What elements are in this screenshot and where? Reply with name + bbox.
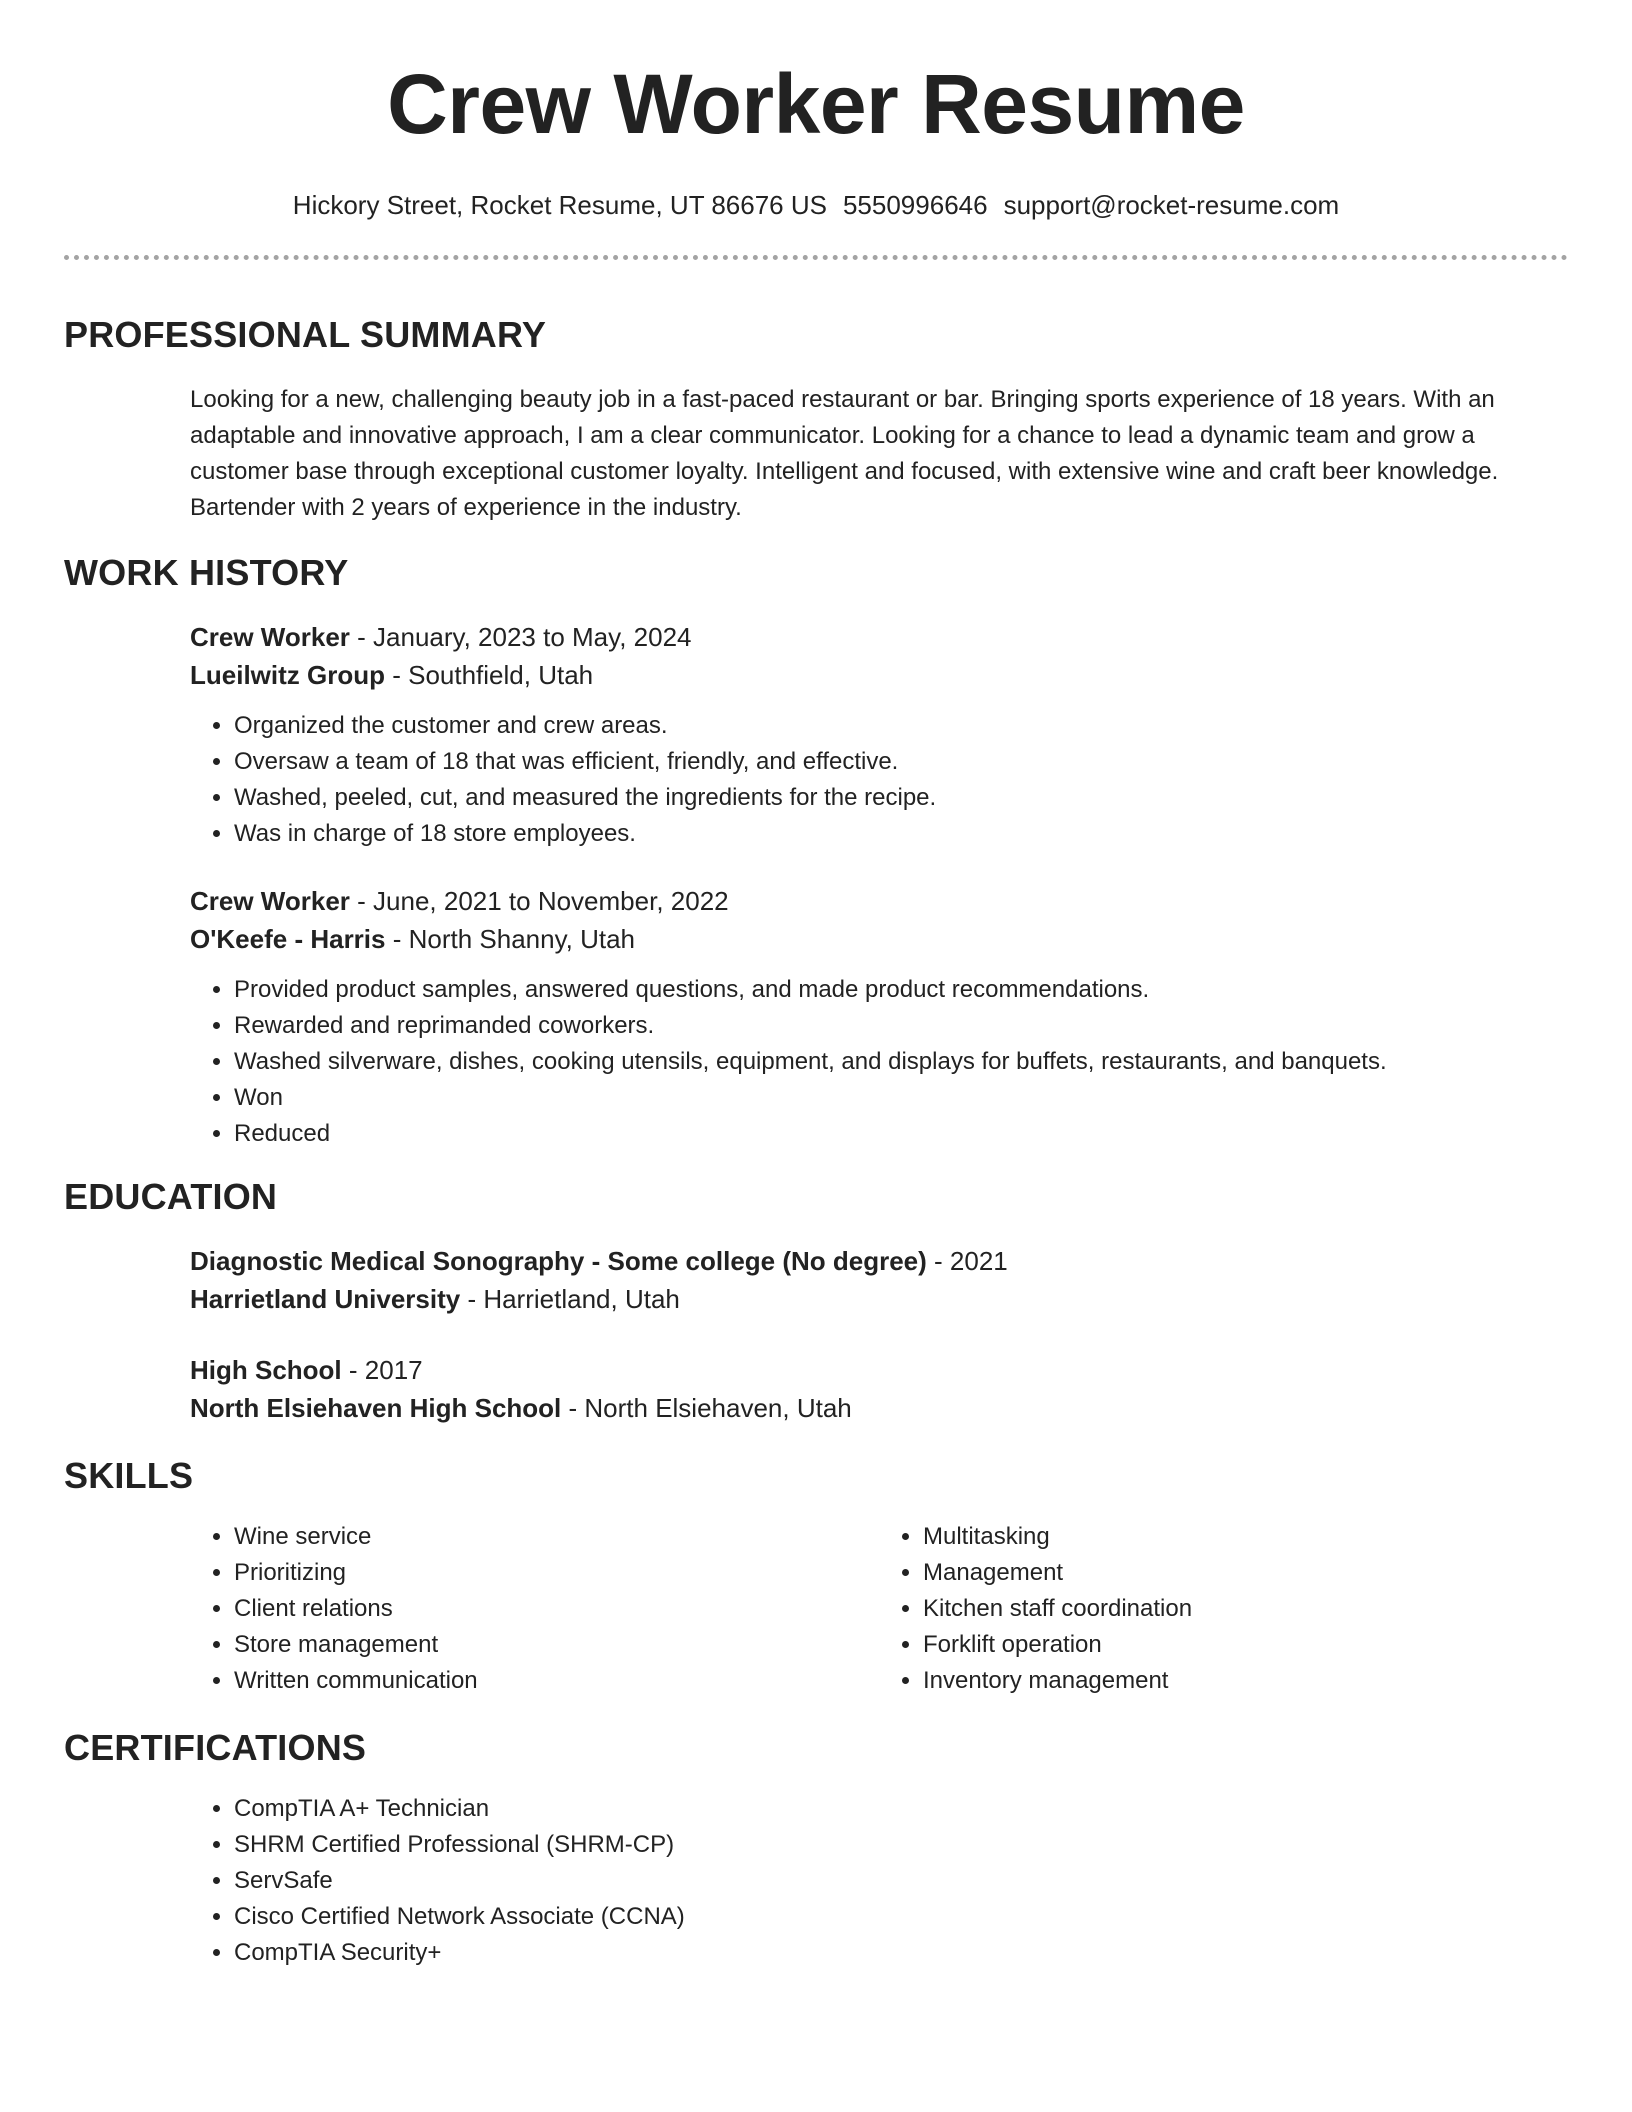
list-item: • CompTIA Security+: [234, 1935, 1568, 1971]
list-item: • ServSafe: [234, 1863, 1568, 1899]
list-item: • Prioritizing: [234, 1555, 879, 1591]
education-degree-line: [190, 1351, 1568, 1389]
skills-heading: SKILLS: [64, 1455, 194, 1496]
list-item: • SHRM Certified Professional (SHRM-CP): [234, 1827, 1568, 1863]
header-divider: [64, 255, 1568, 260]
skills-list-right: [879, 1519, 1568, 1699]
certifications-list: [190, 1791, 1568, 1971]
list-item: • CompTIA A+ Technician: [234, 1791, 1568, 1827]
job-company-line: [190, 656, 1568, 694]
list-item: • Multitasking: [923, 1519, 1568, 1555]
list-item: • Wine service: [234, 1519, 879, 1555]
education-school: North Elsiehaven High School: [190, 1393, 562, 1423]
education-school-line: [190, 1389, 1568, 1427]
list-item: • Washed silverware, dishes, cooking utensils, equipment, and displays for buffets, restaurants, and banquets.: [234, 1044, 1568, 1080]
education-degree: Diagnostic Medical Sonography - Some college (No degree): [190, 1246, 927, 1276]
list-item: • Was in charge of 18 store employees.: [234, 816, 1568, 852]
certifications-heading: CERTIFICATIONS: [64, 1727, 367, 1768]
job-bullets: [190, 972, 1568, 1152]
summary-section: [64, 314, 1568, 526]
job-dates: - January, 2023 to May, 2024: [349, 622, 692, 652]
list-item: • Client relations: [234, 1591, 879, 1627]
job-company: Lueilwitz Group: [190, 660, 385, 690]
list-item: • Provided product samples, answered questions, and made product recommendations.: [234, 972, 1568, 1008]
list-item: • Washed, peeled, cut, and measured the ingredients for the recipe.: [234, 780, 1568, 816]
job-title-line: [190, 882, 1568, 920]
education-school-line: [190, 1280, 1568, 1318]
education-entry: [190, 1242, 1568, 1318]
list-item: • Organized the customer and crew areas.: [234, 708, 1568, 744]
education-heading: EDUCATION: [64, 1176, 278, 1217]
job-location: - Southfield, Utah: [385, 660, 594, 690]
contact-email: support@rocket-resume.com: [1003, 190, 1340, 220]
education-year: - 2021: [926, 1246, 1008, 1276]
job-location: - North Shanny, Utah: [385, 924, 636, 954]
education-year: - 2017: [341, 1355, 423, 1385]
job-dates: - June, 2021 to November, 2022: [349, 886, 729, 916]
education-entry: [190, 1351, 1568, 1427]
education-location: - North Elsiehaven, Utah: [561, 1393, 852, 1423]
list-item: • Inventory management: [923, 1663, 1568, 1699]
list-item: • Reduced: [234, 1116, 1568, 1152]
list-item: • Cisco Certified Network Associate (CCNA): [234, 1899, 1568, 1935]
job-company-line: [190, 920, 1568, 958]
skills-section: [64, 1455, 1568, 1699]
job-entry: [190, 618, 1568, 852]
list-item: • Store management: [234, 1627, 879, 1663]
list-item: • Won: [234, 1080, 1568, 1116]
job-title-line: [190, 618, 1568, 656]
education-degree-line: [190, 1242, 1568, 1280]
skills-grid: [190, 1519, 1568, 1699]
job-title: Crew Worker: [190, 886, 350, 916]
certifications-section: [64, 1727, 1568, 1971]
skills-list-left: [190, 1519, 879, 1699]
work-heading: WORK HISTORY: [64, 552, 349, 593]
education-section: [64, 1176, 1568, 1427]
job-entry: [190, 882, 1568, 1152]
list-item: • Written communication: [234, 1663, 879, 1699]
education-degree: High School: [190, 1355, 342, 1385]
education-school: Harrietland University: [190, 1284, 461, 1314]
contact-address: Hickory Street, Rocket Resume, UT 86676 US: [292, 190, 827, 220]
education-location: - Harrietland, Utah: [460, 1284, 680, 1314]
contact-phone: 5550996646: [842, 190, 988, 220]
list-item: • Kitchen staff coordination: [923, 1591, 1568, 1627]
summary-heading: PROFESSIONAL SUMMARY: [64, 314, 547, 355]
contact-line: [64, 190, 1568, 221]
summary-text: Looking for a new, challenging beauty job in a fast-paced restaurant or bar. Bringing sports experience of 18 years. With an adaptable and innovative approach, I am a clear communicator. Looking for a chance to lead a dynamic team and grow a customer base through exceptional customer loyalty. Intelligent and focused, with extensive wine and craft beer knowledge. Bartender with 2 years of experience in the industry.: [190, 386, 1499, 521]
list-item: • Forklift operation: [923, 1627, 1568, 1663]
job-title: Crew Worker: [190, 622, 350, 652]
list-item: • Management: [923, 1555, 1568, 1591]
job-company: O'Keefe - Harris: [190, 924, 386, 954]
job-bullets: [190, 708, 1568, 852]
work-section: [64, 552, 1568, 1152]
resume-title: Crew Worker Resume: [387, 57, 1245, 151]
list-item: • Oversaw a team of 18 that was efficient, friendly, and effective.: [234, 744, 1568, 780]
list-item: • Rewarded and reprimanded coworkers.: [234, 1008, 1568, 1044]
